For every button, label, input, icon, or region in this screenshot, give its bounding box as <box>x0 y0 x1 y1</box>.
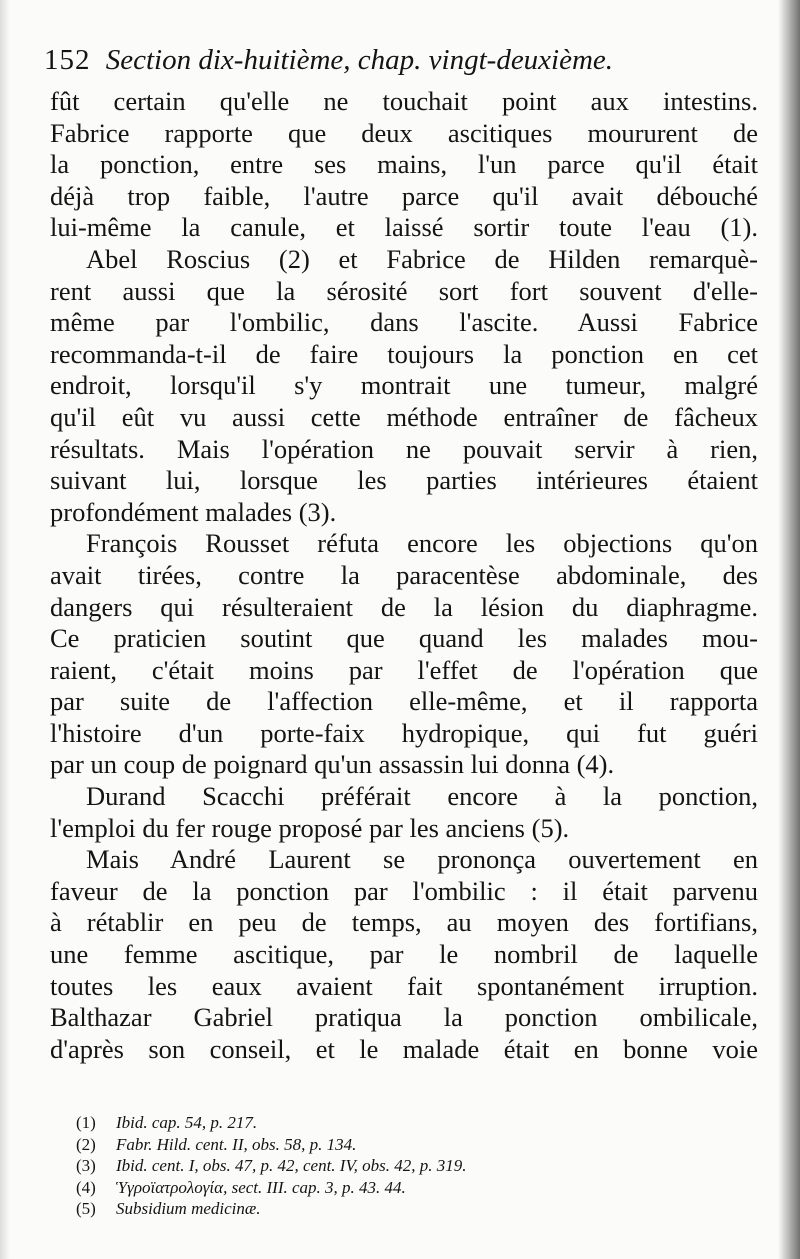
text-line: Abel Roscius (2) et Fabrice de Hilden remarquè- <box>86 243 758 274</box>
text-line: résultats. Mais l'opération ne pouvait servir à rien, <box>50 433 758 464</box>
page-gutter-shadow <box>0 0 10 1259</box>
page-header <box>44 44 744 84</box>
body-text <box>50 86 758 1065</box>
text-line: la ponction, entre ses mains, l'un parce qu'il était <box>50 149 758 180</box>
text-line: qu'il eût vu aussi cette méthode entraîner de fâcheux <box>50 401 758 432</box>
text-line: fût certain qu'elle ne touchait point aux intestins. <box>50 86 758 116</box>
text-line: suivant lui, lorsque les parties intérieures étaient <box>50 465 758 496</box>
text-line: Balthazar Gabriel pratiqua la ponction ombilicale, <box>50 1002 758 1033</box>
text-line: rent aussi que la sérosité sort fort souvent d'elle- <box>50 275 758 306</box>
footnote-text: Ibid. cent. I, obs. 47, p. 42, cent. IV, obs. 42, p. 319. <box>116 1156 467 1175</box>
page-edge-shadow <box>778 0 800 1259</box>
text-line: faveur de la ponction par l'ombilic : il était parvenu <box>50 875 758 906</box>
text-line: Fabrice rapporte que deux ascitiques moururent de <box>50 117 758 148</box>
footnote-marker: (4) <box>76 1177 96 1197</box>
footnote-text: Subsidium medicinæ. <box>116 1199 261 1218</box>
text-line: d'après son conseil, et le malade était en bonne voie <box>50 1033 758 1064</box>
text-line: profondément malades (3). <box>50 496 337 527</box>
text-line: endroit, lorsqu'il s'y montrait une tumeur, malgré <box>50 370 758 401</box>
footnote-marker: (3) <box>76 1156 96 1175</box>
text-line: avait tirées, contre la paracentèse abdominale, des <box>50 559 758 590</box>
footnote <box>76 1134 696 1156</box>
footnote-text: Fabr. Hild. cent. II, obs. 58, p. 134. <box>116 1134 357 1154</box>
text-line: dangers qui résulteraient de la lésion du diaphragme. <box>50 591 758 622</box>
text-line: recommanda-t-il de faire toujours la ponction en cet <box>50 338 758 369</box>
footnote-marker: (5) <box>76 1199 96 1218</box>
text-line: à rétablir en peu de temps, au moyen des fortifians, <box>50 907 758 938</box>
text-line: Durand Scacchi préférait encore à la ponction, <box>86 781 758 812</box>
footnote-text: Ὑγροϊατρολογία, sect. III. cap. 3, p. 43. 44. <box>116 1177 406 1197</box>
text-line: l'histoire d'un porte-faix hydropique, qui fut guéri <box>50 717 758 748</box>
text-line: par suite de l'affection elle-même, et il rapporta <box>50 686 758 717</box>
footnote <box>76 1112 696 1134</box>
page-number: 152 <box>44 44 91 76</box>
text-line: Mais André Laurent se prononça ouvertement en <box>86 844 758 875</box>
footnote <box>76 1198 696 1220</box>
text-line: même par l'ombilic, dans l'ascite. Aussi Fabrice <box>50 307 758 338</box>
text-line: Ce praticien soutint que quand les malades mou- <box>50 623 758 654</box>
footnote <box>76 1177 696 1199</box>
text-line: déjà trop faible, l'autre parce qu'il avait débouché <box>50 180 758 211</box>
footnote-text: Ibid. cap. 54, p. 217. <box>116 1113 258 1132</box>
text-line: toutes les eaux avaient fait spontanément irruption. <box>50 970 758 1001</box>
running-head: Section dix-huitième, chap. vingt-deuxième. <box>105 44 614 76</box>
text-line: une femme ascitique, par le nombril de laquelle <box>50 939 758 970</box>
text-line: par un coup de poignard qu'un assassin lui donna (4). <box>50 749 615 780</box>
footnote-marker: (1) <box>76 1113 96 1132</box>
footnote-marker: (2) <box>76 1134 96 1154</box>
footnote <box>76 1155 696 1177</box>
text-line: raient, c'était moins par l'effet de l'opération que <box>50 654 758 685</box>
text-line: lui-même la canule, et laissé sortir toute l'eau (1). <box>50 212 758 243</box>
footnotes <box>76 1112 696 1220</box>
text-line: l'emploi du fer rouge proposé par les anciens (5). <box>50 812 570 843</box>
text-line: François Rousset réfuta encore les objections qu'on <box>86 528 758 559</box>
